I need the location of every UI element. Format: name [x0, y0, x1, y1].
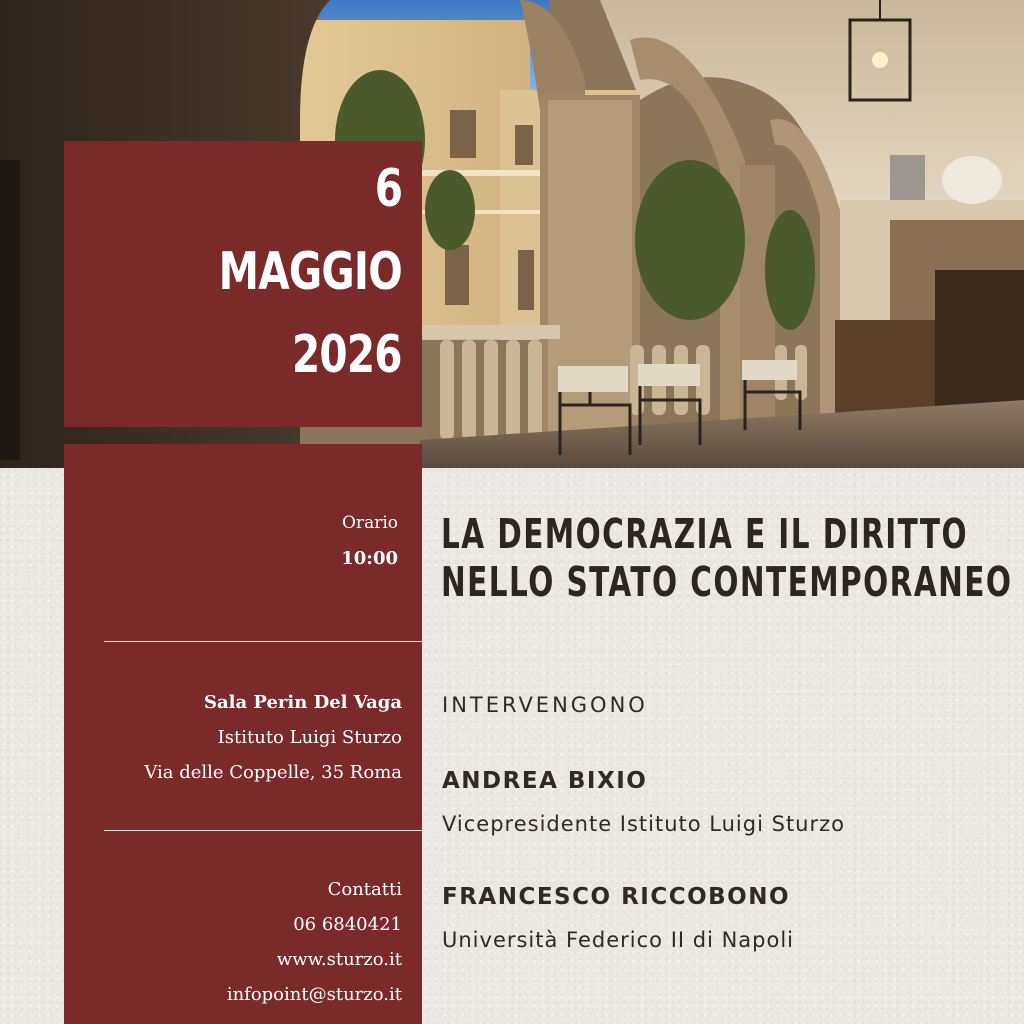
venue-address: Via delle Coppelle, 35 Roma	[144, 762, 402, 783]
contacts-block	[227, 872, 402, 1012]
event-title	[441, 510, 1012, 606]
venue-institute: Istituto Luigi Sturzo	[217, 727, 402, 748]
info-column	[64, 444, 422, 1024]
speaker-role: Vicepresidente Istituto Luigi Sturzo	[442, 812, 845, 836]
contacts-email[interactable]: infopoint@sturzo.it	[226, 984, 402, 1005]
event-title-line2: NELLO STATO CONTEMPORANEO	[441, 558, 1013, 606]
time-value: 10:00	[341, 548, 398, 569]
time-block	[341, 506, 398, 576]
speaker-name: ANDREA BIXIO	[442, 768, 648, 794]
venue-block	[144, 685, 402, 790]
divider	[104, 641, 422, 642]
time-label: Orario	[342, 513, 398, 533]
divider	[104, 830, 422, 831]
event-title-line1: LA DEMOCRAZIA E IL DIRITTO	[441, 510, 969, 558]
date-box	[64, 141, 422, 427]
speakers-heading: INTERVENGONO	[442, 693, 648, 717]
date-day: 6	[374, 159, 402, 219]
venue-room: Sala Perin Del Vaga	[204, 692, 402, 713]
speaker-name: FRANCESCO RICCOBONO	[442, 884, 791, 910]
date-year: 2026	[292, 325, 402, 385]
contacts-label: Contatti	[327, 879, 402, 900]
speaker-role: Università Federico II di Napoli	[442, 928, 795, 952]
date-month: MAGGIO	[218, 242, 402, 302]
contacts-website[interactable]: www.sturzo.it	[276, 949, 402, 970]
contacts-phone[interactable]: 06 6840421	[293, 914, 402, 935]
